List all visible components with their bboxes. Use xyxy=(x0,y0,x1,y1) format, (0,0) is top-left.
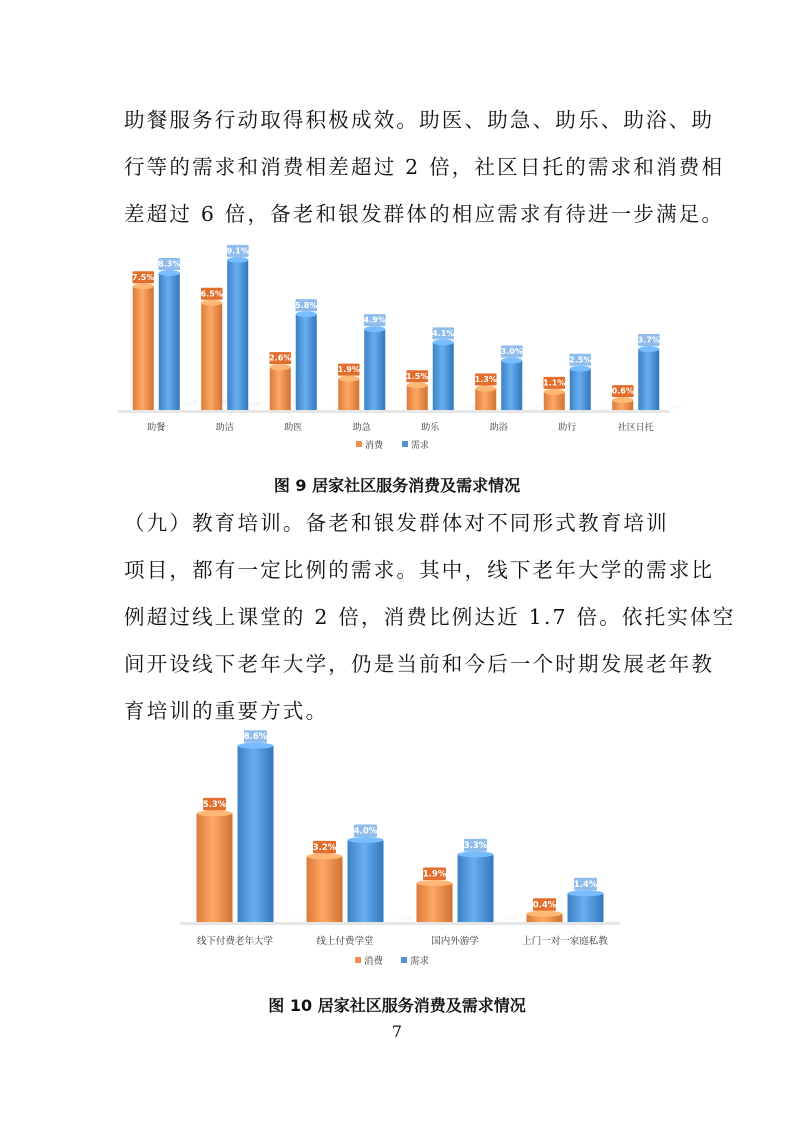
legend-swatch xyxy=(356,441,362,447)
bar-top xyxy=(475,386,496,392)
bar-top xyxy=(238,743,274,749)
bar-top xyxy=(348,837,384,843)
bar-top xyxy=(296,311,317,317)
bar-demand xyxy=(159,273,180,410)
category-label: 助餐 xyxy=(147,423,166,433)
bar-consumption xyxy=(201,303,222,410)
data-label: 2.6% xyxy=(269,353,292,363)
bar-shadow xyxy=(604,920,614,922)
bar-demand xyxy=(364,329,385,410)
bar-shadow xyxy=(659,405,680,410)
bar-demand xyxy=(433,342,454,410)
bar-demand xyxy=(238,746,274,922)
data-label: 3.0% xyxy=(500,347,523,356)
bar-top xyxy=(201,300,222,306)
bar-consumption xyxy=(417,883,453,922)
paragraph-2 xyxy=(124,500,736,735)
text-line: 育培训的重要方式。 xyxy=(124,699,329,723)
bar-top xyxy=(501,358,522,364)
bar-top xyxy=(133,283,154,289)
text-line: 间开设线下老年大学，仍是当前和今后一个时期发展老年教 xyxy=(124,652,715,676)
bar-demand xyxy=(568,893,604,922)
data-label: 6.5% xyxy=(200,289,223,299)
figure-10-caption: 图 10 居家社区服务消费及需求情况 xyxy=(268,996,526,1015)
text-line: 例超过线上课堂的 2 倍，消费比例达近 1.7 倍。依托实体空 xyxy=(124,605,736,629)
paragraph-1 xyxy=(124,97,725,238)
bar-consumption xyxy=(475,389,496,410)
data-label: 3.7% xyxy=(637,335,660,345)
data-label: 1.9% xyxy=(337,365,360,375)
category-label: 上门一对一家庭私教 xyxy=(522,936,608,947)
bar-top xyxy=(527,911,563,917)
bar-demand xyxy=(638,349,659,410)
bar-top xyxy=(364,326,385,332)
data-label: 3.2% xyxy=(312,842,337,853)
data-label: 4.1% xyxy=(432,328,455,338)
bar-top xyxy=(307,853,343,859)
data-label: 9.1% xyxy=(226,246,249,256)
bar-top xyxy=(433,339,454,345)
category-label: 助洁 xyxy=(215,423,234,433)
bar-top xyxy=(458,851,494,857)
data-label: 3.3% xyxy=(463,840,488,851)
data-label: 1.3% xyxy=(474,375,497,385)
legend-swatch xyxy=(355,957,361,963)
text-line: 助餐服务行动取得积极成效。助医、助急、助乐、助浴、助 xyxy=(124,108,715,132)
text-line: 差超过 6 倍，备老和银发群体的相应需求有待进一步满足。 xyxy=(124,202,725,226)
data-label: 2.5% xyxy=(569,355,592,365)
bar-shadow xyxy=(522,406,539,410)
category-label: 线上付费学堂 xyxy=(316,936,374,947)
text-line: 项目，都有一定比例的需求。其中，线下老年大学的需求比 xyxy=(124,558,715,582)
figure-9-caption: 图 9 居家社区服务消费及需求情况 xyxy=(273,476,521,495)
bar-top xyxy=(227,257,248,263)
data-label: 1.1% xyxy=(543,378,566,388)
bar-demand xyxy=(570,369,591,410)
data-label: 8.3% xyxy=(158,259,181,269)
data-label: 1.5% xyxy=(406,371,429,381)
category-label: 助医 xyxy=(284,423,303,433)
legend-swatch xyxy=(402,441,408,447)
page-number: 7 xyxy=(391,1022,403,1041)
data-label: 4.0% xyxy=(353,826,378,837)
bar-demand xyxy=(458,854,494,922)
category-label: 线下付费老年大学 xyxy=(196,936,274,947)
bar-demand xyxy=(501,361,522,411)
bar-top xyxy=(197,810,233,816)
bar-top xyxy=(570,366,591,372)
bar-top xyxy=(407,382,428,388)
category-label: 助乐 xyxy=(421,423,440,433)
data-label: 1.9% xyxy=(422,869,447,880)
bar-consumption xyxy=(338,379,359,410)
bar-consumption xyxy=(307,856,343,922)
category-label: 助行 xyxy=(558,423,577,433)
bar-top xyxy=(612,397,633,403)
bar-shadow xyxy=(563,921,566,922)
bar-top xyxy=(638,346,659,352)
legend-label: 消费 xyxy=(365,441,384,451)
bar-consumption xyxy=(133,286,154,410)
figure-10-chart xyxy=(180,712,620,974)
data-label: 7.5% xyxy=(132,272,155,282)
category-label: 社区日托 xyxy=(617,423,654,433)
category-label: 助浴 xyxy=(489,423,508,433)
bar-shadow xyxy=(591,407,605,410)
chart-baseline xyxy=(118,410,670,413)
legend-swatch xyxy=(401,957,407,963)
figure-9-chart xyxy=(118,222,684,460)
bar-shadow xyxy=(494,917,518,922)
bar-consumption xyxy=(270,367,291,410)
text-line: （九）教育培训。备老和银发群体对不同形式教育培训 xyxy=(124,511,669,535)
data-label: 5.3% xyxy=(202,799,227,810)
bar-top xyxy=(544,389,565,395)
legend-label: 需求 xyxy=(410,956,430,967)
bar-consumption xyxy=(407,385,428,410)
data-label: 1.4% xyxy=(573,879,598,890)
bar-top xyxy=(568,890,604,896)
bar-demand xyxy=(296,314,317,410)
bar-shadow xyxy=(384,915,413,922)
bar-top xyxy=(159,270,180,276)
bar-top xyxy=(417,880,453,886)
bar-shadow xyxy=(633,409,636,410)
data-label: 0.4% xyxy=(532,900,557,911)
data-label: 5.8% xyxy=(295,300,318,310)
category-label: 国内外游学 xyxy=(431,936,479,947)
bar-top xyxy=(338,376,359,382)
bar-consumption xyxy=(197,813,233,922)
data-label: 8.6% xyxy=(243,732,268,743)
legend-label: 消费 xyxy=(364,956,384,967)
legend-label: 需求 xyxy=(411,441,430,451)
data-label: 4.9% xyxy=(363,315,386,325)
chart-baseline xyxy=(180,922,620,925)
bar-top xyxy=(270,364,291,370)
bar-demand xyxy=(227,260,248,410)
text-line: 行等的需求和消费相差超过 2 倍，社区日托的需求和消费相 xyxy=(124,155,725,179)
bar-shadow xyxy=(454,405,478,410)
bar-demand xyxy=(348,840,384,922)
category-label: 助急 xyxy=(352,423,371,433)
data-label: 0.6% xyxy=(611,386,634,396)
